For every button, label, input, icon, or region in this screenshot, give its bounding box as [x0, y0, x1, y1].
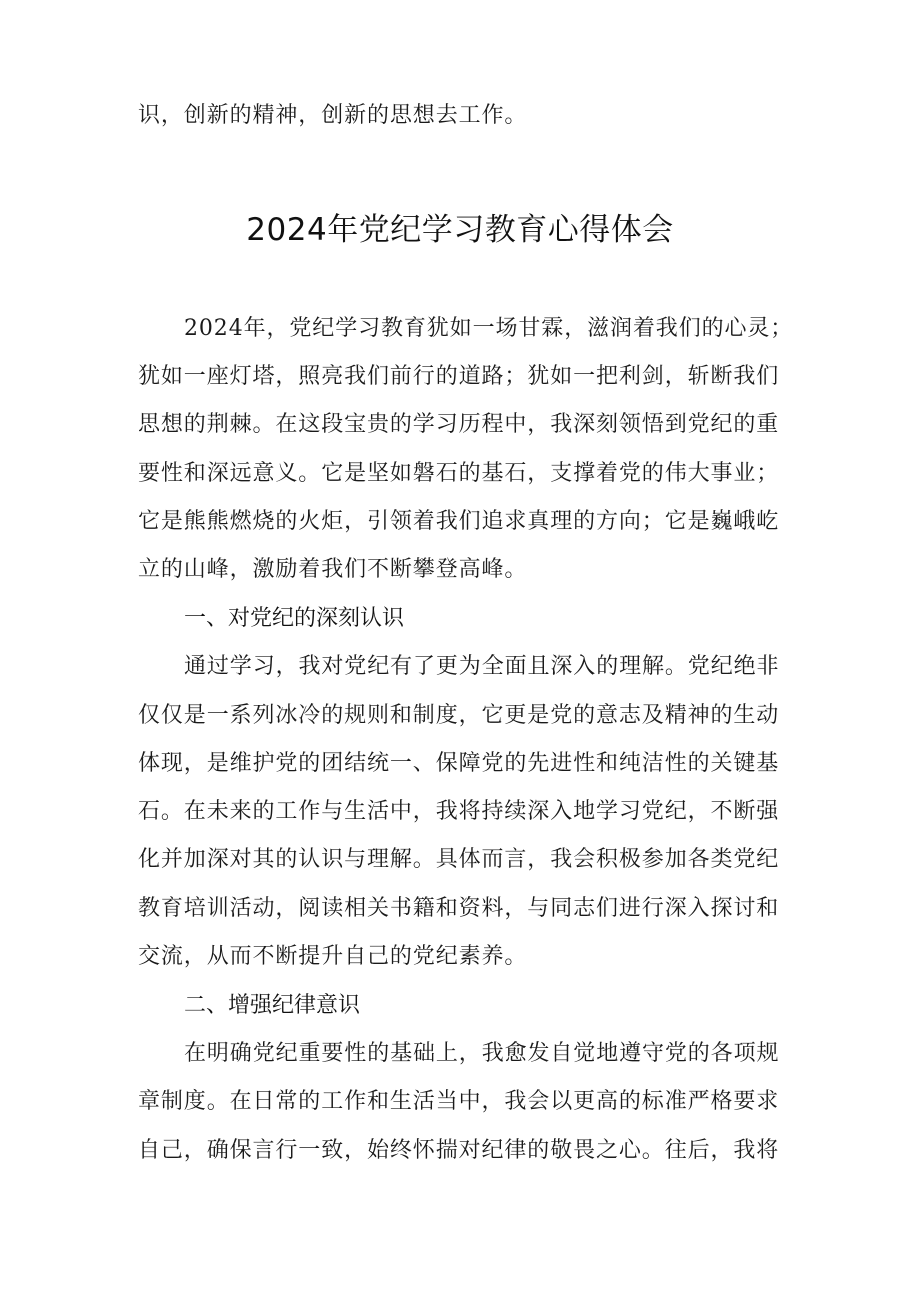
paragraph-line: 通过学习，我对党纪有了更为全面且深入的理解。党纪绝非 — [184, 654, 780, 679]
paragraph-line: 化并加深对其的认识与理解。具体而言，我会积极参加各类党纪 — [138, 847, 780, 872]
page-title: 2024年党纪学习教育心得体会 — [246, 212, 674, 248]
paragraph-line: 它是熊熊燃烧的火炬，引领着我们追求真理的方向；它是巍峨屹 — [138, 509, 780, 534]
paragraph-line: 立的山峰，激励着我们不断攀登高峰。 — [138, 557, 528, 582]
paragraph-line: 2024年，党纪学习教育犹如一场甘霖，滋润着我们的心灵； — [184, 316, 794, 341]
paragraph-line: 在明确党纪重要性的基础上，我愈发自觉地遵守党的各项规 — [184, 1041, 780, 1066]
paragraph-line: 交流，从而不断提升自己的党纪素养。 — [138, 944, 528, 969]
section-heading-1: 一、对党纪的深刻认识 — [184, 606, 405, 631]
paragraph-line: 仅仅是一系列冰冷的规则和制度，它更是党的意志及精神的生动 — [138, 703, 780, 728]
paragraph-line: 章制度。在日常的工作和生活当中，我会以更高的标准严格要求 — [138, 1089, 780, 1114]
paragraph-line: 石。在未来的工作与生活中，我将持续深入地学习党纪，不断强 — [138, 799, 780, 824]
paragraph-line: 要性和深远意义。它是坚如磐石的基石，支撑着党的伟大事业； — [138, 461, 780, 486]
paragraph-line: 自己，确保言行一致，始终怀揣对纪律的敬畏之心。往后，我将 — [138, 1138, 780, 1163]
paragraph-line: 教育培训活动，阅读相关书籍和资料，与同志们进行深入探讨和 — [138, 896, 780, 921]
carryover-line: 识，创新的精神，创新的思想去工作。 — [138, 103, 528, 128]
section-heading-2: 二、增强纪律意识 — [184, 993, 361, 1018]
paragraph-line: 犹如一座灯塔，照亮我们前行的道路；犹如一把利剑，斩断我们 — [138, 364, 780, 389]
paragraph-line: 体现，是维护党的团结统一、保障党的先进性和纯洁性的关键基 — [138, 751, 780, 776]
paragraph-line: 思想的荆棘。在这段宝贵的学习历程中，我深刻领悟到党纪的重 — [138, 412, 780, 437]
